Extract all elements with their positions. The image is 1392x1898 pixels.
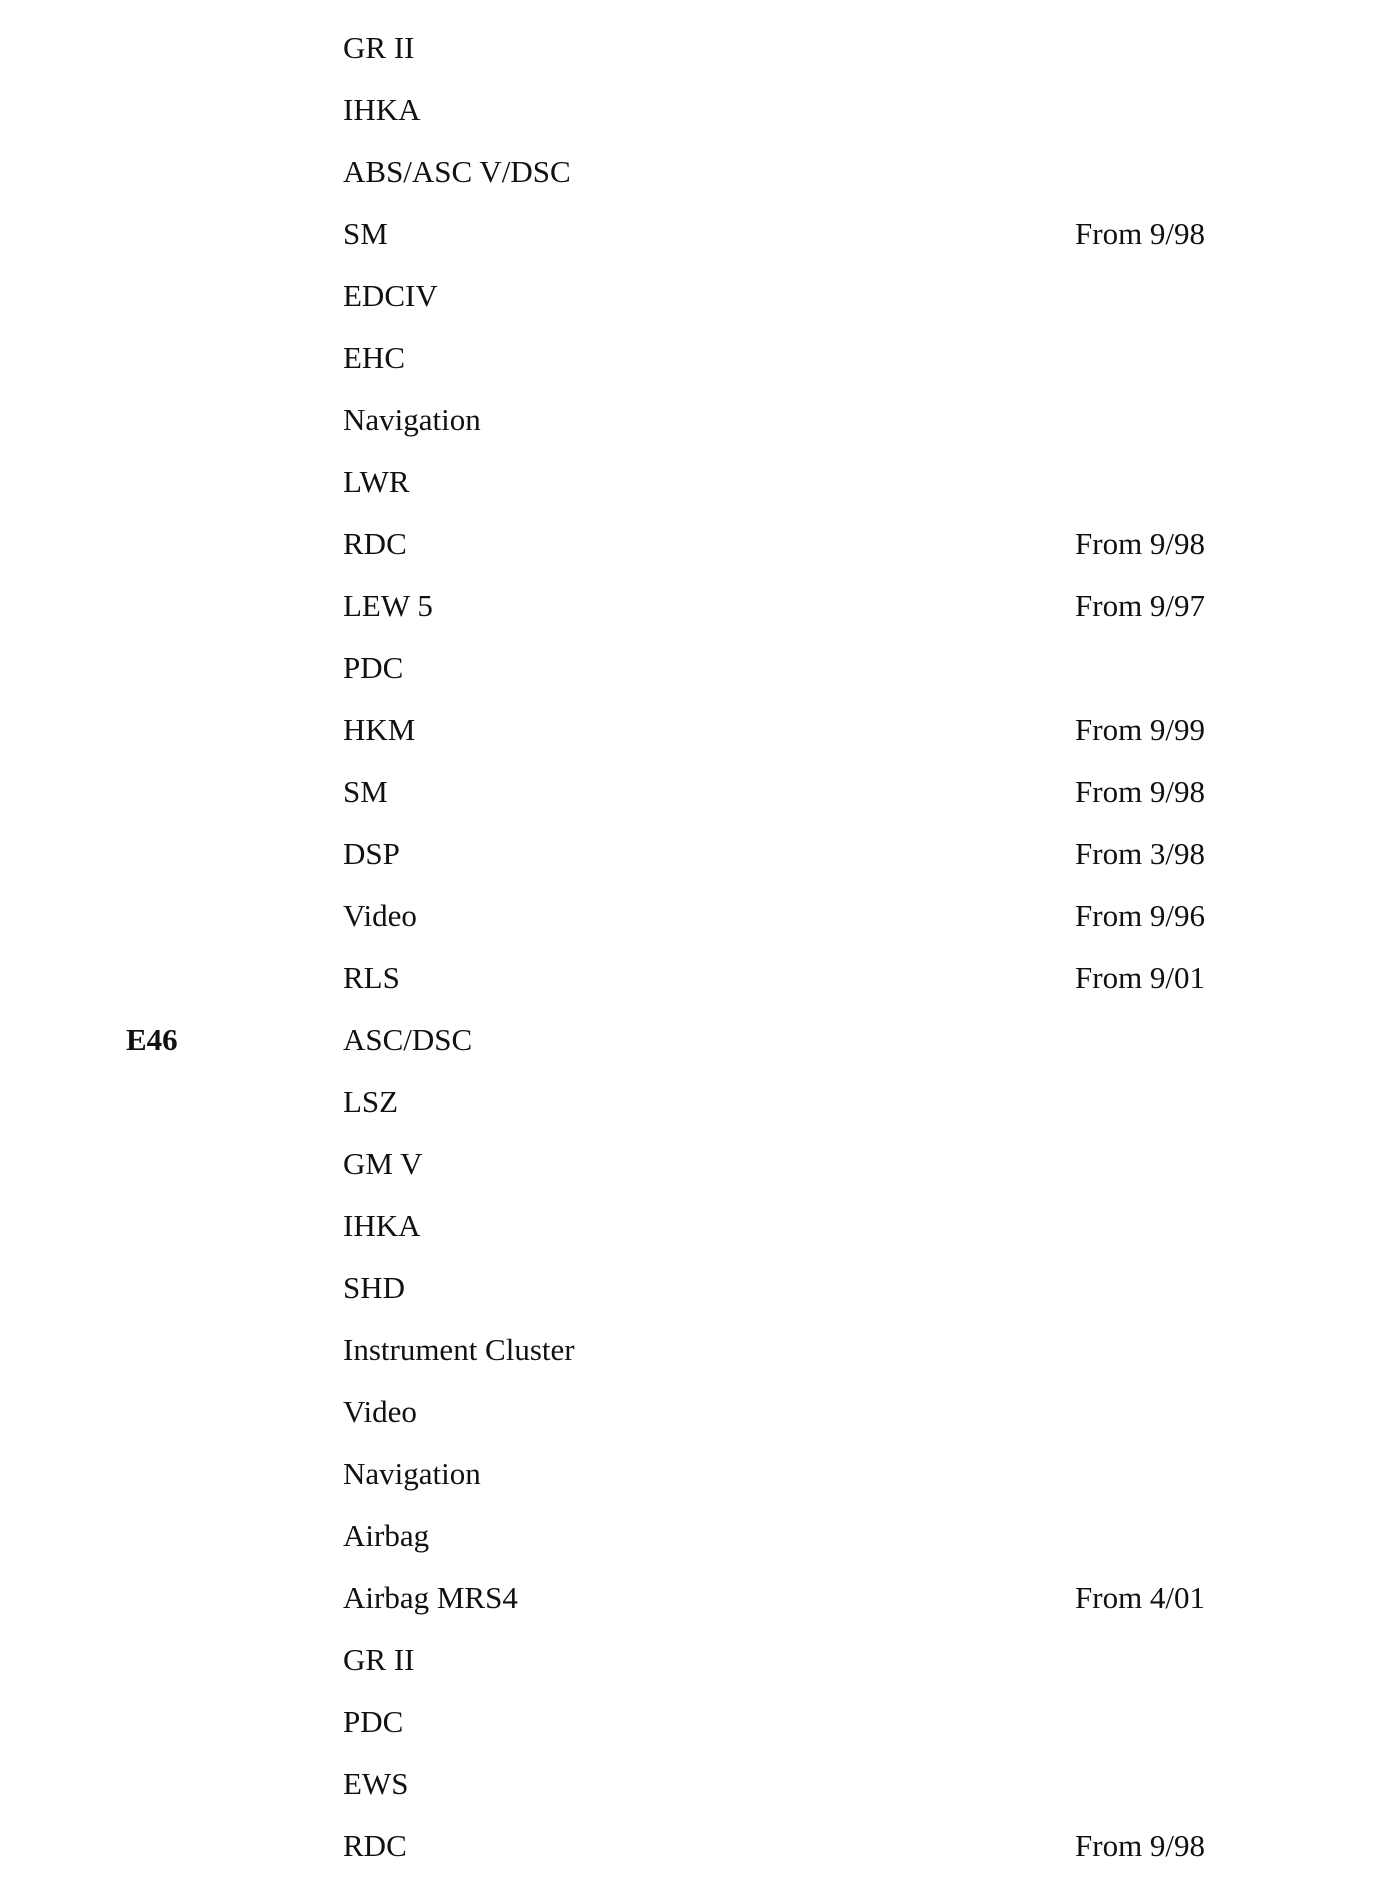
module-cell: SHD (343, 1270, 406, 1305)
module-cell: Instrument Cluster (343, 1332, 575, 1367)
table-row (0, 1082, 1392, 1122)
module-cell: EHC (343, 340, 405, 375)
module-cell: Navigation (343, 1456, 481, 1491)
table-row (0, 1020, 1392, 1060)
module-cell: PDC (343, 650, 404, 685)
availability-note: From 9/97 (1075, 588, 1206, 623)
table-row (0, 1640, 1392, 1680)
availability-note: From 9/99 (1075, 712, 1206, 747)
table-row (0, 400, 1392, 440)
module-cell: GM V (343, 1146, 423, 1181)
module-cell: SM (343, 216, 388, 251)
module-cell: Airbag (343, 1518, 430, 1553)
module-cell: IHKA (343, 1208, 421, 1243)
table-row (0, 1764, 1392, 1804)
module-cell: GR II (343, 1642, 415, 1677)
table-row (0, 1578, 1392, 1618)
table-row (0, 710, 1392, 750)
availability-note: From 3/98 (1075, 836, 1206, 871)
module-cell: RLS (343, 960, 400, 995)
availability-note: From 9/96 (1075, 898, 1206, 933)
availability-note: From 9/98 (1075, 526, 1206, 561)
table-row (0, 648, 1392, 688)
model-cell: E46 (126, 1022, 178, 1057)
availability-note: From 9/98 (1075, 1828, 1206, 1863)
module-cell: HKM (343, 712, 416, 747)
table-row (0, 524, 1392, 564)
table-row (0, 1516, 1392, 1556)
table-row (0, 462, 1392, 502)
table-row (0, 1268, 1392, 1308)
table-row (0, 772, 1392, 812)
module-cell: LWR (343, 464, 410, 499)
module-cell: RDC (343, 526, 407, 561)
module-cell: SM (343, 774, 388, 809)
module-cell: GR II (343, 30, 415, 65)
module-cell: LEW 5 (343, 588, 433, 623)
module-cell: Navigation (343, 402, 481, 437)
table-row (0, 1454, 1392, 1494)
availability-note: From 9/98 (1075, 216, 1206, 251)
module-cell: EDCIV (343, 278, 438, 313)
table-row (0, 834, 1392, 874)
table-row (0, 1392, 1392, 1432)
table-row (0, 1144, 1392, 1184)
table-row (0, 28, 1392, 68)
table-row (0, 586, 1392, 626)
table-row (0, 1330, 1392, 1370)
table-row (0, 276, 1392, 316)
table-row (0, 958, 1392, 998)
module-cell: Airbag MRS4 (343, 1580, 518, 1615)
module-cell: RDC (343, 1828, 407, 1863)
availability-note: From 9/98 (1075, 774, 1206, 809)
table-row (0, 1206, 1392, 1246)
table-row (0, 896, 1392, 936)
module-cell: LSZ (343, 1084, 399, 1119)
availability-note: From 4/01 (1075, 1580, 1206, 1615)
module-cell: ABS/ASC V/DSC (343, 154, 571, 189)
table-row (0, 1826, 1392, 1866)
module-cell: PDC (343, 1704, 404, 1739)
module-cell: Video (343, 898, 417, 933)
availability-note: From 9/01 (1075, 960, 1206, 995)
module-cell: Video (343, 1394, 417, 1429)
module-cell: ASC/DSC (343, 1022, 473, 1057)
module-cell: IHKA (343, 92, 421, 127)
table-row (0, 90, 1392, 130)
module-cell: EWS (343, 1766, 409, 1801)
table-row (0, 152, 1392, 192)
table-row (0, 338, 1392, 378)
module-cell: DSP (343, 836, 400, 871)
table-row (0, 1702, 1392, 1742)
table-row (0, 214, 1392, 254)
